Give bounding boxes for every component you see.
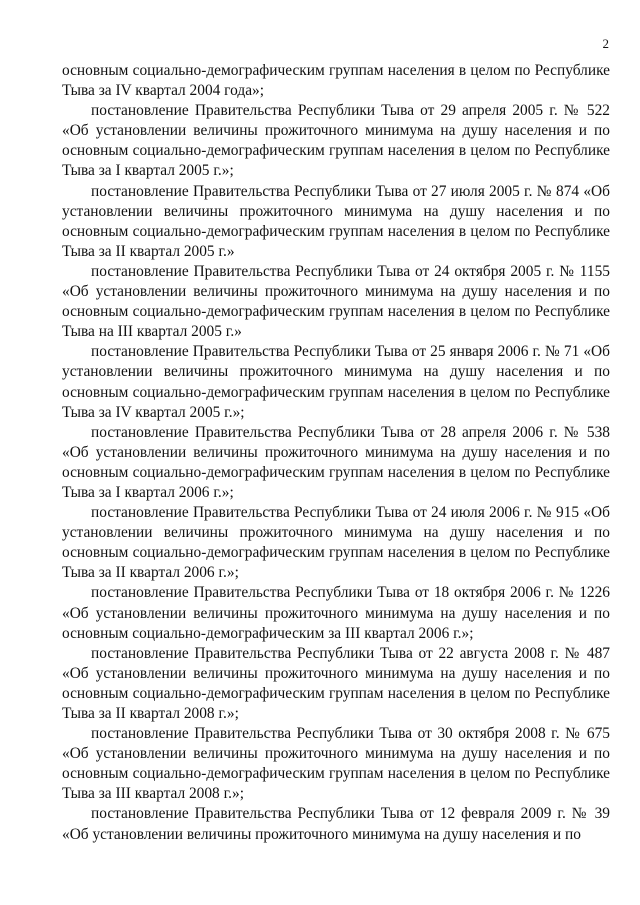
page-number: 2 — [602, 36, 609, 51]
paragraph-decree: постановление Правительства Республики Тыва от 24 июля 2006 г. № 915 «Об установлении величины прожиточного минимума на душу населения и по основным социально-демографическим группам населения в целом по Республике Тыва за II квартал 2006 г.»; — [62, 504, 610, 582]
paragraph-decree: постановление Правительства Республики Тыва от 22 августа 2008 г. № 487 «Об установлении величины прожиточного минимума на душу населения и по основным социально-демографическим группам населения в целом по Республике Тыва за II квартал 2008 г.»; — [62, 644, 610, 722]
paragraph-decree: постановление Правительства Республики Тыва от 27 июля 2005 г. № 874 «Об установлении величины прожиточного минимума на душу населения и по основным социально-демографическим группам населения в целом по Республике Тыва за II квартал 2005 г.» — [62, 182, 610, 260]
paragraph-decree: постановление Правительства Республики Тыва от 28 апреля 2006 г. № 538 «Об установлении величины прожиточного минимума на душу населения и по основным социально-демографическим группам населения в целом по Республике Тыва за I квартал 2006 г.»; — [62, 423, 610, 501]
document-body — [62, 61, 610, 845]
paragraph-decree: постановление Правительства Республики Тыва от 12 февраля 2009 г. № 39 «Об установлении величины прожиточного минимума на душу населения и по — [62, 805, 610, 843]
paragraph-decree: постановление Правительства Республики Тыва от 30 октября 2008 г. № 675 «Об установлении величины прожиточного минимума на душу населения и по основным социально-демографическим группам населения в целом по Республике Тыва за III квартал 2008 г.»; — [62, 725, 610, 803]
paragraph-decree: постановление Правительства Республики Тыва от 24 октября 2005 г. № 1155 «Об установлении величины прожиточного минимума на душу населения и по основным социально-демографическим группам населения в целом по Республике Тыва на III квартал 2005 г.» — [62, 262, 610, 341]
paragraph-continuation: основным социально-демографическим группам населения в целом по Республике Тыва за IV квартал 2004 года»; — [62, 62, 610, 100]
paragraph-decree: постановление Правительства Республики Тыва от 25 января 2006 г. № 71 «Об установлении величины прожиточного минимума на душу населения и по основным социально-демографическим группам населения в целом по Республике Тыва за IV квартал 2005 г.»; — [62, 343, 610, 421]
paragraph-decree: постановление Правительства Республики Тыва от 18 октября 2006 г. № 1226 «Об установлении величины прожиточного минимума на душу населения и по основным социально-демографическим за III квартал 2006 г.»; — [62, 584, 610, 642]
paragraph-decree: постановление Правительства Республики Тыва от 29 апреля 2005 г. № 522 «Об установлении величины прожиточного минимума на душу населения и по основным социально-демографическим группам населения в целом по Республике Тыва за I квартал 2005 г.»; — [62, 102, 610, 180]
